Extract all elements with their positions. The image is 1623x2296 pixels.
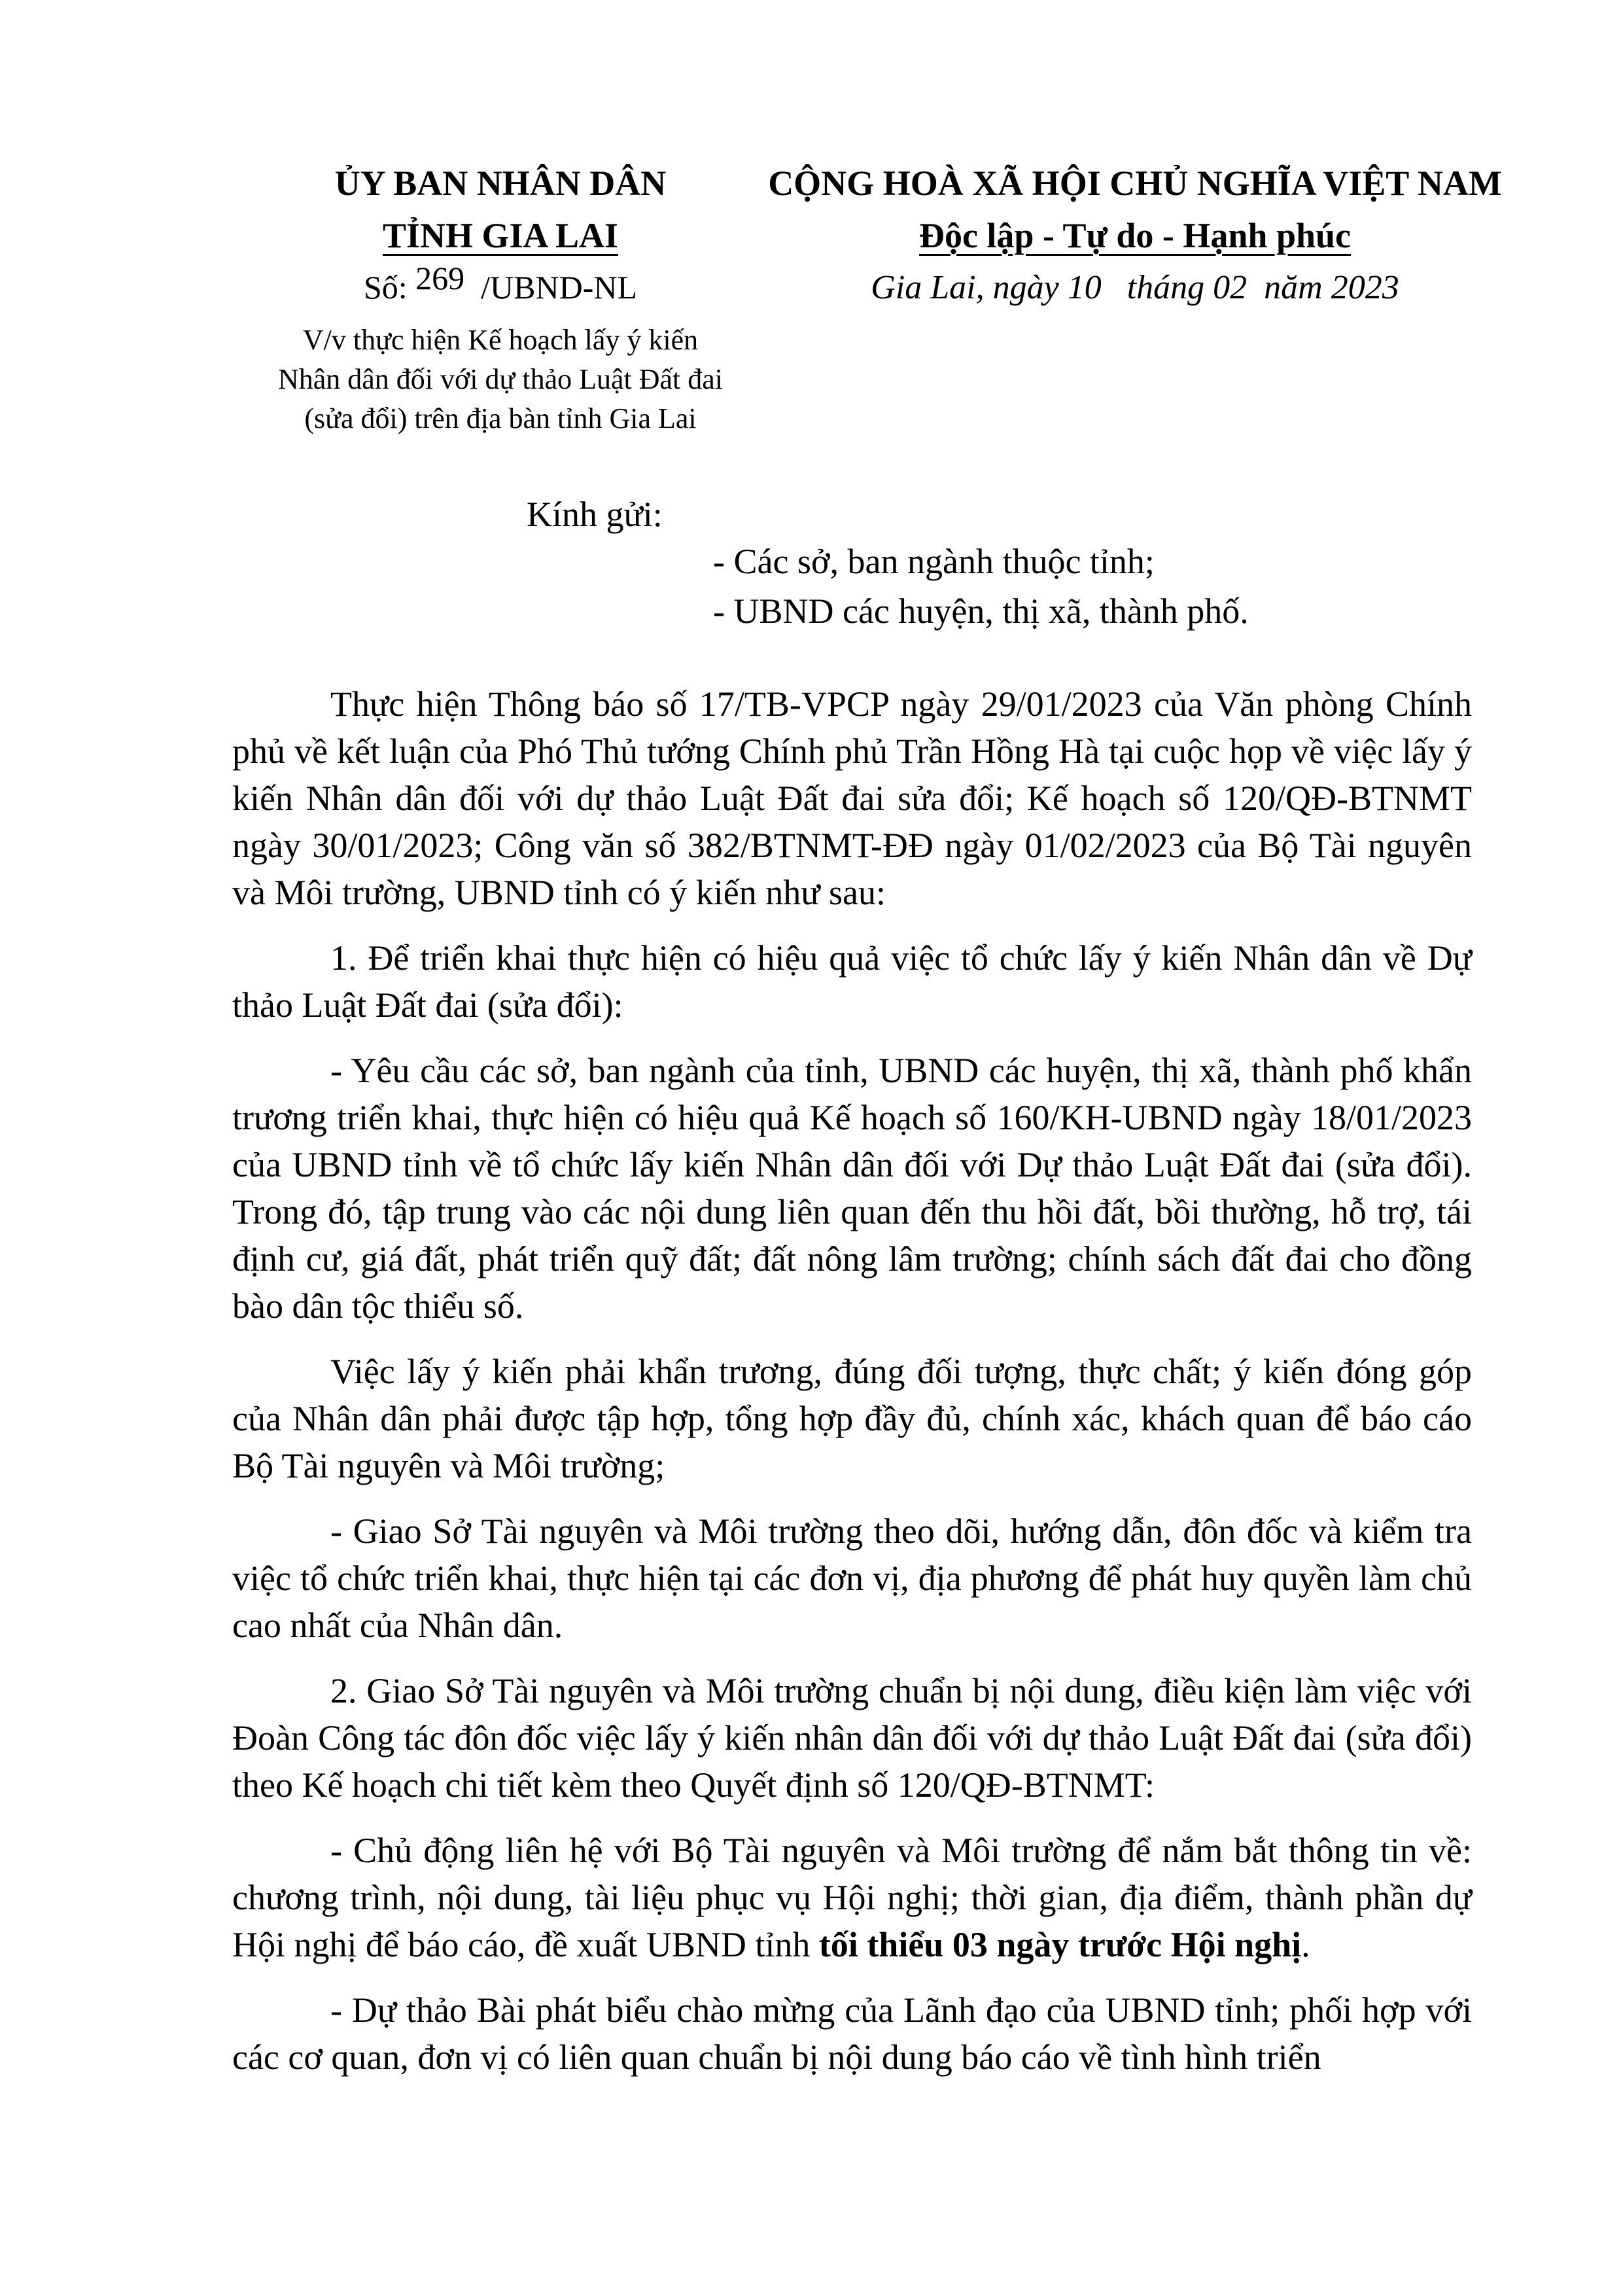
recipients-list	[713, 537, 1249, 636]
body-paragraph: - Yêu cầu các sở, ban ngành của tỉnh, UBND các huyện, thị xã, thành phố khẩn trương triển khai, thực hiện có hiệu quả Kế hoạch số 160/KH-UBND ngày 18/01/2023 của UBND tỉnh về tổ chức lấy kiến Nhân dân đối với Dự thảo Luật Đất đai (sửa đổi). Trong đó, tập trung vào các nội dung liên quan đến thu hồi đất, bồi thường, hỗ trợ, tái định cư, giá đất, phát triển quỹ đất; đất nông lâm trường; chính sách đất đai cho đồng bào dân tộc thiểu số.	[232, 1051, 1472, 1326]
body-paragraph: Việc lấy ý kiến phải khẩn trương, đúng đối tượng, thực chất; ý kiến đóng góp của Nhân dân phải được tập hợp, tổng hợp đầy đủ, chính xác, khách quan để báo cáo Bộ Tài nguyên và Môi trường;	[232, 1352, 1472, 1485]
body-paragraph: 2. Giao Sở Tài nguyên và Môi trường chuẩn bị nội dung, điều kiện làm việc với Đoàn Công tác đôn đốc việc lấy ý kiến nhân dân đối với dự thảo Luật Đất đai (sửa đổi) theo Kế hoạch chi tiết kèm theo Quyết định số 120/QĐ-BTNMT:	[232, 1671, 1472, 1805]
national-title: CỘNG HOÀ XÃ HỘI CHỦ NGHĨA VIỆT NAM	[768, 164, 1502, 203]
issuer-line-1: ỦY BAN NHÂN DÂN	[334, 164, 667, 203]
recipient-item: - Các sở, ban ngành thuộc tỉnh;	[713, 542, 1155, 581]
subject-line-2: Nhân dân đối với dự thảo Luật Đất đai	[277, 363, 724, 395]
issuer-block	[196, 157, 805, 262]
national-motto-block	[752, 157, 1518, 262]
emphasis-deadline: tối thiểu 03 ngày trước Hội nghị	[818, 1925, 1302, 1964]
subject-line-3: (sửa đổi) trên địa bàn tỉnh Gia Lai	[304, 402, 697, 434]
body-paragraph: Thực hiện Thông báo số 17/TB-VPCP ngày 29/01/2023 của Văn phòng Chính phủ về kết luận của Phó Thủ tướng Chính phủ Trần Hồng Hà tại cuộc họp về việc lấy ý kiến Nhân dân đối với dự thảo Luật Đất đai sửa đổi; Kế hoạch số 120/QĐ-BTNMT ngày 30/01/2023; Công văn số 382/BTNMT-ĐĐ ngày 01/02/2023 của Bộ Tài nguyên và Môi trường, UBND tỉnh có ý kiến như sau:	[232, 684, 1472, 912]
doc-number-suffix: /UBND-NL	[481, 269, 638, 306]
issuer-line-2-text: TỈNH GIA LAI	[382, 216, 619, 255]
subject-line-1: V/v thực hiện Kế hoạch lấy ý kiến	[302, 324, 699, 356]
document-body	[232, 680, 1472, 2099]
document-number	[196, 260, 805, 306]
doc-number-value: 269	[415, 260, 465, 296]
issuer-line-2	[196, 209, 805, 262]
doc-number-prefix: Số:	[363, 269, 408, 306]
body-paragraph: - Dự thảo Bài phát biểu chào mừng của Lãnh đạo của UBND tỉnh; phối hợp với các cơ quan, đơn vị có liên quan chuẩn bị nội dung báo cáo về tình hình triển	[232, 1990, 1472, 2077]
paragraph-end: .	[1301, 1925, 1310, 1964]
recipients-label: Kính gửi:	[527, 495, 663, 534]
issue-date: Gia Lai, ngày 10 tháng 02 năm 2023	[871, 269, 1399, 306]
body-paragraph	[232, 1827, 1472, 1968]
motto-text: Độc lập - Tự do - Hạnh phúc	[918, 216, 1352, 255]
recipient-item: - UBND các huyện, thị xã, thành phố.	[713, 592, 1249, 631]
paragraph-text: - Chủ động liên hệ với Bộ Tài nguyên và Môi trường để nắm bắt thông tin về: chương trình, nội dung, tài liệu phục vụ Hội nghị; thời gian, địa điểm, thành phần dự Hội nghị để báo cáo, đề xuất UBND tỉnh	[232, 1831, 1472, 1964]
motto-line	[752, 209, 1518, 262]
subject-summary	[196, 321, 805, 438]
body-paragraph: 1. Để triển khai thực hiện có hiệu quả việc tổ chức lấy ý kiến Nhân dân về Dự thảo Luật Đất đai (sửa đổi):	[232, 938, 1472, 1025]
body-paragraph: - Giao Sở Tài nguyên và Môi trường theo dõi, hướng dẫn, đôn đốc và kiểm tra việc tổ chức triển khai, thực hiện tại các đơn vị, địa phương để phát huy quyền làm chủ cao nhất của Nhân dân.	[232, 1511, 1472, 1645]
